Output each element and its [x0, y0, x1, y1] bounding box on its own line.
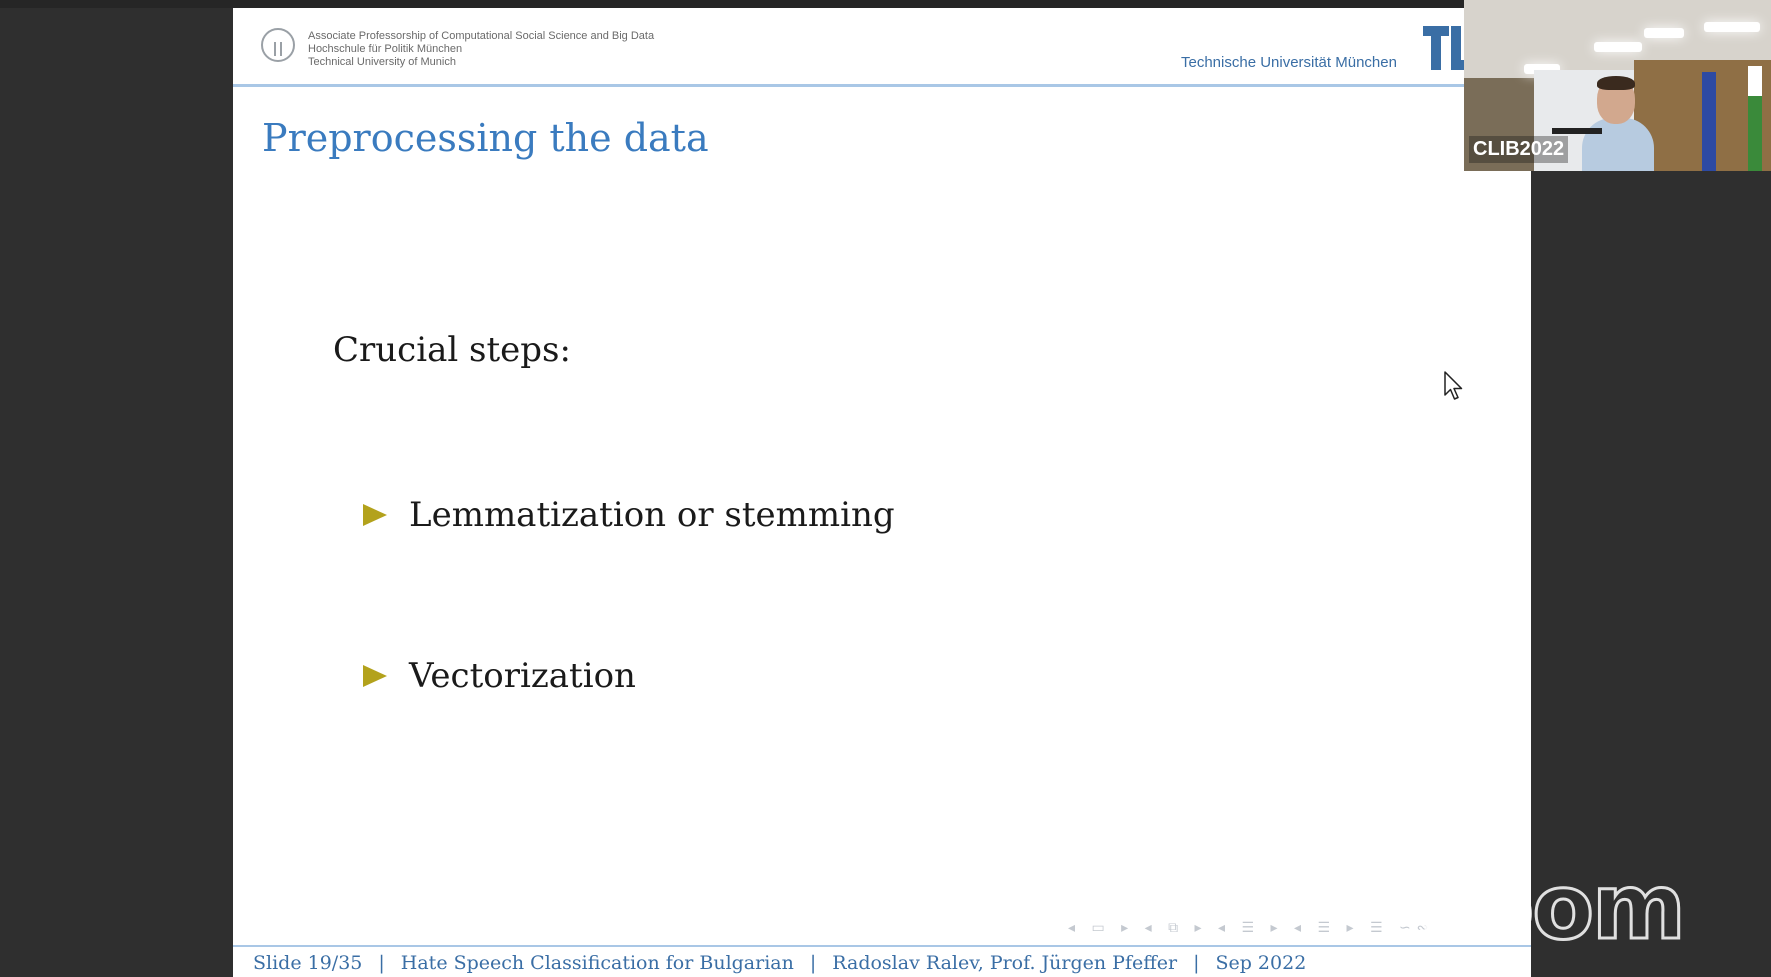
- slide-number: Slide 19/35: [253, 952, 363, 974]
- authors: Radoslav Ralev, Prof. Jürgen Pfeffer: [832, 952, 1178, 974]
- university-name: Technische Universität München: [1181, 54, 1397, 71]
- slide-title: Preprocessing the data: [262, 116, 709, 160]
- footer-separator: |: [378, 952, 385, 974]
- ceiling-light: [1594, 42, 1642, 52]
- bullet-triangle-icon: [363, 504, 387, 526]
- footer-separator: |: [1193, 952, 1200, 974]
- bullet-triangle-icon: [363, 665, 387, 687]
- flag-bulgaria-white: [1748, 66, 1762, 96]
- dept-line: Associate Professorship of Computational Social Science and Big Data: [308, 30, 655, 42]
- talk-date: Sep 2022: [1215, 952, 1307, 974]
- footer-divider: [233, 945, 1531, 947]
- flag-eu: [1702, 72, 1716, 171]
- slide-header: [233, 8, 1531, 84]
- header-divider: [233, 84, 1531, 87]
- dept-line: Hochschule für Politik München: [308, 43, 463, 55]
- beamer-navigation-icons[interactable]: ◂ ▭ ▸ ◂ ⧉ ▸ ◂ ☰ ▸ ◂ ☰ ▸ ☰ ∽∾: [1068, 920, 1435, 936]
- bullet-item: [363, 495, 895, 535]
- speaker-body: [1582, 118, 1654, 171]
- microphone: [1552, 128, 1602, 134]
- mouse-cursor-icon: [1444, 371, 1464, 401]
- slide-footer: [253, 952, 1306, 974]
- speaker-hair: [1597, 76, 1635, 90]
- participant-name-label: CLIB2022: [1469, 136, 1568, 163]
- dept-line: Technical University of Munich: [308, 56, 456, 68]
- department-text: [308, 30, 654, 69]
- bullet-text: Lemmatization or stemming: [409, 495, 895, 535]
- department-logo-icon: [261, 28, 295, 62]
- webcam-video-tile[interactable]: [1464, 0, 1771, 171]
- ceiling-light: [1644, 28, 1684, 38]
- footer-separator: |: [809, 952, 817, 974]
- presentation-slide: [233, 8, 1531, 977]
- intro-text: Crucial steps:: [333, 330, 571, 370]
- bullet-item: [363, 656, 636, 696]
- ceiling-light: [1704, 22, 1760, 32]
- talk-title: Hate Speech Classification for Bulgarian: [400, 952, 794, 974]
- bullet-text: Vectorization: [409, 656, 636, 696]
- zoom-watermark: zoom: [1422, 855, 1684, 960]
